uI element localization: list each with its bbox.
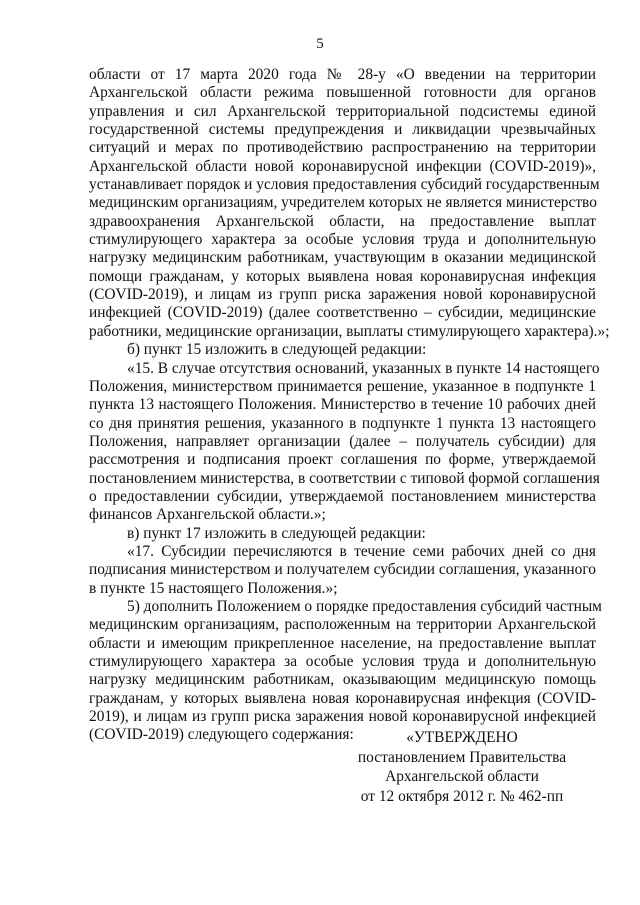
approval-line-2: Архангельской области (385, 768, 539, 785)
text-line: Положения, министерством принимается решение, указанное в подпункте 1 (89, 377, 596, 395)
text-line: работники, медицинские организации, выплаты стимулирующего характера).»; (89, 322, 610, 340)
text-line: (COVID-2019), и лицам из групп риска заражения новой коронавирусной (89, 286, 596, 304)
text-line: пункта 13 настоящего Положения. Министерство в течение 10 рабочих дней (89, 396, 596, 414)
text-line: медицинским организациям, учредителем которых не является министерство (89, 194, 597, 212)
text-line: «15. В случае отсутствия оснований, указанных в пункте 14 настоящего (127, 359, 600, 377)
text-line: стимулирующего характера за особые условия труда и дополнительную (89, 653, 596, 670)
text-line: Архангельской области режима повышенной готовности для органов (89, 84, 596, 102)
text-line: ситуаций и мерах по противодействию распространению на территории (89, 139, 596, 157)
text-line: рассмотрения и подписания проект соглашения по форме, утверждаемой (89, 451, 596, 469)
text-line: в пункте 15 настоящего Положения.»; (89, 579, 338, 597)
text-line: нагрузку медицинским работникам, участвующим в оказании медицинской (89, 249, 596, 267)
text-line: постановлением министерства, в соответствии с типовой формой соглашения (89, 469, 600, 487)
text-line: подписания министерством и получателем субсидии соглашения, указанного (89, 561, 596, 579)
text-line: со дня принятия решения, указанного в подпункте 1 пункта 13 настоящего (89, 414, 596, 432)
text-line: государственной системы предупреждения и ликвидации чрезвычайных (89, 121, 596, 139)
text-line: финансов Архангельской области.»; (89, 506, 326, 524)
text-line: области и имеющим прикрепленное население, на предоставление выплат (89, 634, 596, 652)
text-line: области от 17 марта 2020 года № 28-у «О введении на территории (89, 66, 596, 83)
approval-line-3: от 12 октября 2012 г. № 462-пп (360, 787, 564, 805)
text-line: в) пункт 17 изложить в следующей редакции: (127, 524, 426, 542)
page-number: 5 (316, 36, 324, 52)
text-line: (COVID-2019) следующего содержания: (89, 726, 354, 744)
text-line: помощи гражданам, у которых выявлена новая коронавирусная инфекция (89, 267, 596, 285)
text-line: нагрузку медицинским работникам, оказывающим медицинскую помощь (89, 671, 596, 689)
approval-heading: «УТВЕРЖДЕНО (406, 729, 518, 746)
text-line: медицинским организациям, расположенным на территории Архангельской (89, 616, 596, 634)
text-line: стимулирующего характера за особые условия труда и дополнительную (89, 231, 596, 249)
text-line: гражданам, у которых выявлена новая коронавирусная инфекция (COVID- (89, 689, 596, 707)
text-line: о предоставлении субсидии, утверждаемой постановлением министерства (89, 487, 596, 505)
text-line: 2019), и лицам из групп риска заражения новой коронавирусной инфекцией (89, 708, 596, 726)
text-line: здравоохранения Архангельской области, на предоставление выплат (89, 212, 596, 230)
text-line: 5) дополнить Положением о порядке предоставления субсидий частным (127, 597, 602, 615)
text-line: управления и сил Архангельской территориальной подсистемы единой (89, 102, 596, 120)
text-line: устанавливает порядок и условия предоставления субсидий государственным (89, 176, 600, 194)
approval-block (332, 728, 592, 806)
document-body (89, 66, 610, 745)
text-line: «17. Субсидии перечисляются в течение семи рабочих дней со дня (127, 542, 596, 560)
text-line: Положения, направляет организации (далее – получатель субсидии) для (89, 432, 596, 450)
text-line: Архангельской области новой коронавирусной инфекции (COVID-2019)», (89, 157, 596, 175)
text-line: б) пункт 15 изложить в следующей редакции: (127, 341, 427, 359)
approval-line-1: постановлением Правительства (357, 748, 567, 766)
text-line: инфекцией (COVID-2019) (далее соответственно – субсидии, медицинские (89, 304, 596, 322)
